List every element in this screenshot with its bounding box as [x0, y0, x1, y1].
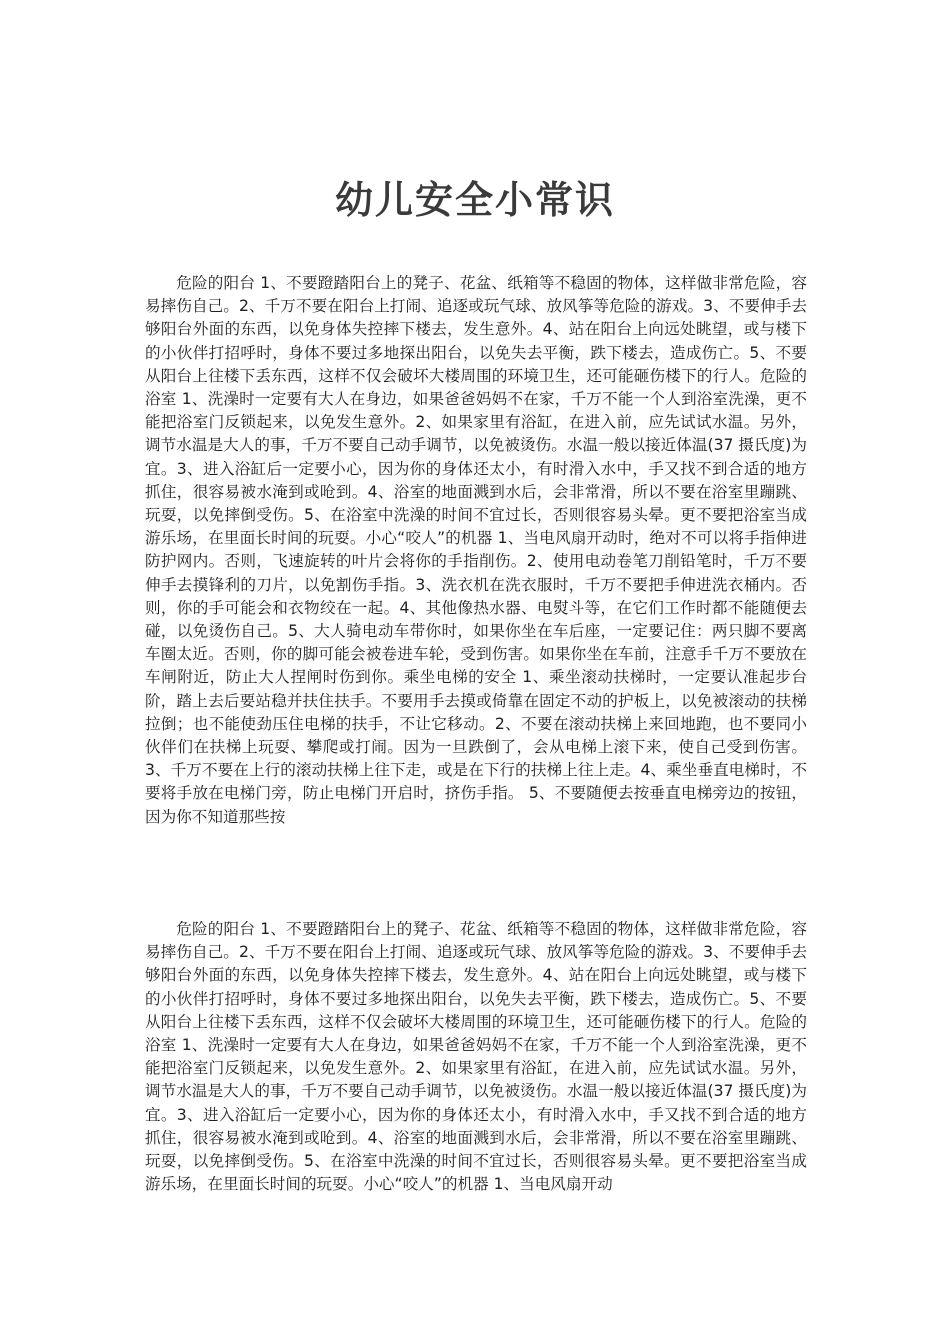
body-paragraph-1: 危险的阳台 1、不要蹬踏阳台上的凳子、花盆、纸箱等不稳固的物体，这样做非常危险，容易摔伤自己。2、千万不要在阳台上打闹、追逐或玩气球、放风筝等危险的游戏。3、不要伸手去够阳台外面的东西，以免身体失控摔下楼去，发生意外。4、站在阳台上向远处眺望，或与楼下的小伙伴打招呼时，身体不要过多地探出阳台，以免失去平衡，跌下楼去，造成伤亡。5、不要从阳台上往楼下丢东西，这样不仅会破坏大楼周围的环境卫生，还可能砸伤楼下的行人。危险的浴室 1、洗澡时一定要有大人在身边，如果爸爸妈妈不在家，千万不能一个人到浴室洗澡，更不能把浴室门反锁起来，以免发生意外。2、如果家里有浴缸，在进入前，应先试试水温。另外，调节水温是大人的事，千万不要自己动手调节，以免被烫伤。水温一般以接近体温(37 摄氏度)为宜。3、进入浴缸后一定要小心，因为你的身体还太小，有时滑入水中，手又找不到合适的地方抓住，很容易被水淹到或呛到。4、浴室的地面溅到水后，会非常滑，所以不要在浴室里蹦跳、玩耍，以免摔倒受伤。5、在浴室中洗澡的时间不宜过长，否则很容易头晕。更不要把浴室当成游乐场，在里面长时间的玩耍。小心“咬人”的机器 1、当电风扇开动时，绝对不可以将手指伸进防护网内。否则，飞速旋转的叶片会将你的手指削伤。2、使用电动卷笔刀削铅笔时，千万不要伸手去摸锋利的刀片，以免割伤手指。3、洗衣机在洗衣服时，千万不要把手伸进洗衣桶内。否则，你的手可能会和衣物绞在一起。4、其他像热水器、电熨斗等，在它们工作时都不能随便去碰，以免烫伤自己。5、大人骑电动车带你时，如果你坐在车后座，一定要记住：两只脚不要离车圈太近。否则，你的脚可能会被卷进车轮，受到伤害。如果你坐在车前，注意手千万不要放在车闸附近，防止大人捏闸时伤到你。乘坐电梯的安全 1、乘坐滚动扶梯时，一定要认准起步台阶，踏上去后要站稳并扶住扶手。不要用手去摸或倚靠在固定不动的护板上，以免被滚动的扶梯拉倒；也不能使劲压住电梯的扶手，不让它移动。2、不要在滚动扶梯上来回地跑，也不要同小伙伴们在扶梯上玩耍、攀爬或打闹。因为一旦跌倒了，会从电梯上滚下来，使自己受到伤害。3、千万不要在上行的滚动扶梯上往下走，或是在下行的扶梯上往上走。4、乘坐垂直电梯时，不要将手放在电梯门旁，防止电梯门开启时，挤伤手指。 5、不要随便去按垂直电梯旁边的按钮，因为你不知道那些按: [145, 274, 807, 826]
document-title: 幼儿安全小常识: [334, 177, 615, 222]
body-paragraph-2: 危险的阳台 1、不要蹬踏阳台上的凳子、花盆、纸箱等不稳固的物体，这样做非常危险，容易摔伤自己。2、千万不要在阳台上打闹、追逐或玩气球、放风筝等危险的游戏。3、不要伸手去够阳台外面的东西，以免身体失控摔下楼去，发生意外。4、站在阳台上向远处眺望，或与楼下的小伙伴打招呼时，身体不要过多地探出阳台，以免失去平衡，跌下楼去，造成伤亡。5、不要从阳台上往楼下丢东西，这样不仅会破坏大楼周围的环境卫生，还可能砸伤楼下的行人。危险的浴室 1、洗澡时一定要有大人在身边，如果爸爸妈妈不在家，千万不能一个人到浴室洗澡，更不能把浴室门反锁起来，以免发生意外。2、如果家里有浴缸，在进入前，应先试试水温。另外，调节水温是大人的事，千万不要自己动手调节，以免被烫伤。水温一般以接近体温(37 摄氏度)为宜。3、进入浴缸后一定要小心，因为你的身体还太小，有时滑入水中，手又找不到合适的地方抓住，很容易被水淹到或呛到。4、浴室的地面溅到水后，会非常滑，所以不要在浴室里蹦跳、玩耍，以免摔倒受伤。5、在浴室中洗澡的时间不宜过长，否则很容易头晕。更不要把浴室当成游乐场，在里面长时间的玩耍。小心“咬人”的机器 1、当电风扇开动: [145, 920, 807, 1194]
